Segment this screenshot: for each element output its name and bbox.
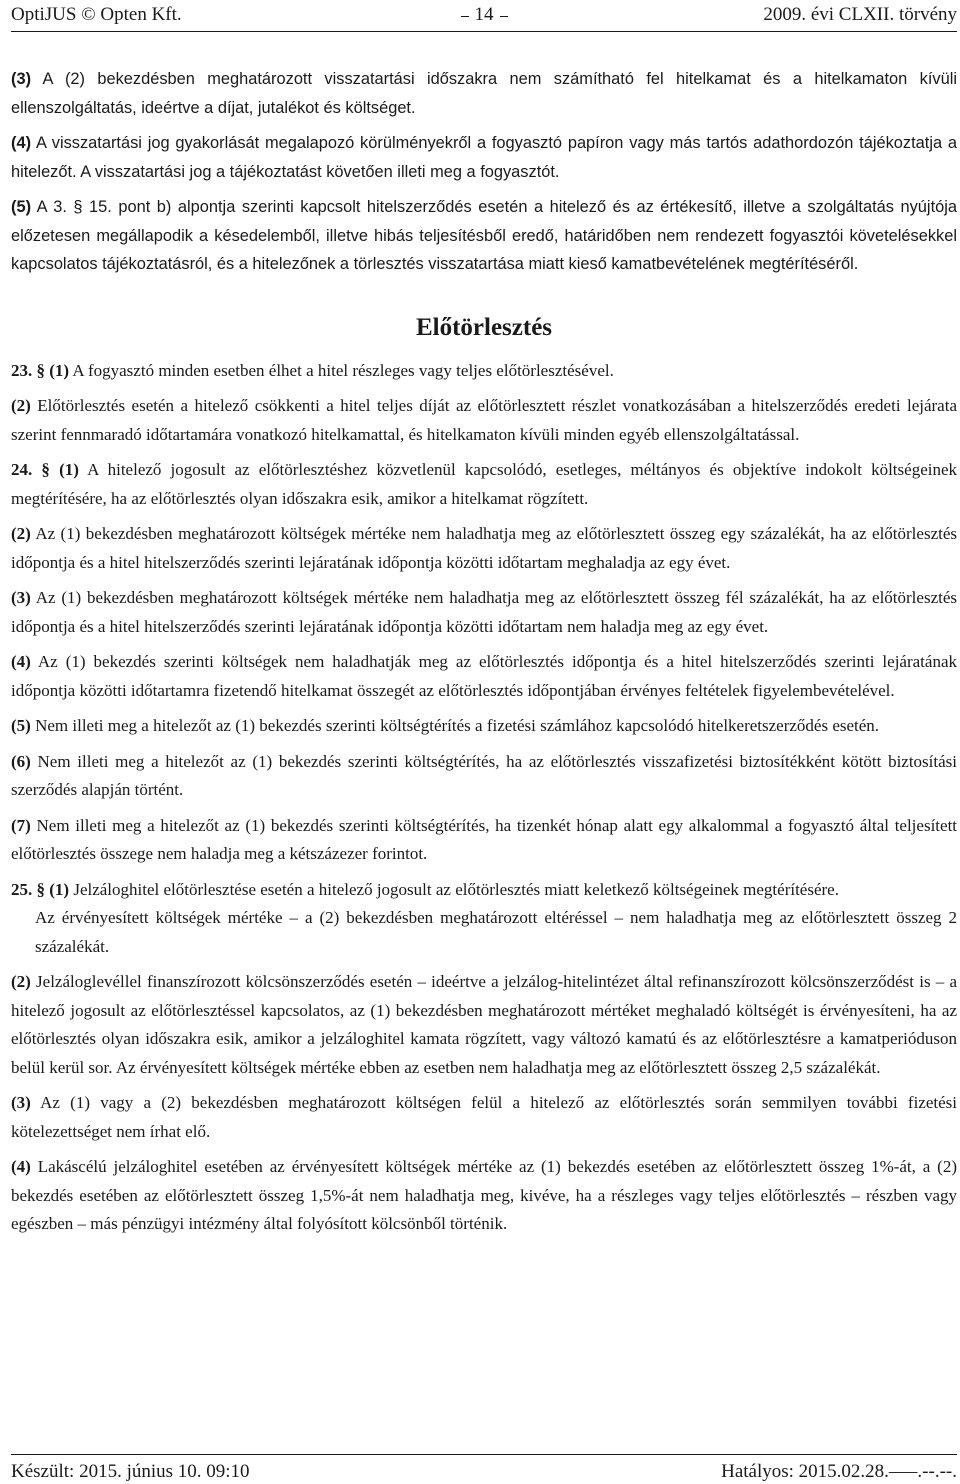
paragraph-number: (2)	[11, 524, 31, 543]
header-page-number: 14	[461, 4, 508, 25]
paragraph-number: (3)	[11, 70, 32, 88]
paragraph	[11, 193, 957, 279]
header-publisher: OptiJUS © Opten Kft.	[11, 4, 182, 25]
paragraph-text: Az (1) bekezdésben meghatározott költségek mértéke nem haladhatja meg az előtörlesztett összeg egy százalékát, ha az előtörlesztés időpontja és a hitel hitelszerződés szerinti lejáratának időpontja közötti időtartam meghaladja az egy évet.	[11, 524, 957, 572]
paragraph-text: A (2) bekezdésben meghatározott visszatartási időszakra nem számítható fel hitelkamat és a hitelkamaton kívüli ellenszolgáltatás, ideértve a díjat, jutalékot és költséget.	[11, 70, 957, 117]
footer-effective: Hatályos: 2015.02.28.–––.--.--.	[721, 1461, 957, 1482]
paragraph-text: Az (1) vagy a (2) bekezdésben meghatározott költségen felül a hitelező az előtörlesztés során semmilyen további fizetési kötelezettséget nem írhat elő.	[11, 1093, 958, 1141]
page-header	[11, 3, 957, 29]
paragraph-text: Jelzáloghitel előtörlesztése esetén a hitelező jogosult az előtörlesztés miatt keletkező költségeinek megtérítésére.	[73, 879, 839, 899]
paragraph-number: (4)	[11, 134, 32, 152]
paragraph-text: Előtörlesztés esetén a hitelező csökkenti a hitel teljes díját az előtörlesztett részlet vonatkozásában a hitelszerződés eredeti lejárata szerint fennmaradó időtartamára vonatkozó hitelkamattal, és hitelkamaton kívüli minden egyéb ellenszolgáltatással.	[11, 396, 957, 444]
paragraph	[11, 648, 957, 705]
footer-rule	[11, 1454, 957, 1455]
paragraph-number: (2)	[11, 396, 31, 415]
paragraph-text: Az (1) bekezdés szerinti költségek nem haladhatják meg az előtörlesztés időpontja és a hitel hitelszerződés szerinti lejáratának időpontja közötti időtartamra fizetendő hitelkamat összegét az előtörlesztés időpontjában érvényes feltételek figyelembevételével.	[11, 652, 957, 700]
paragraph-text: Lakáscélú jelzáloghitel esetében az érvényesített költségek mértéke az (1) bekezdés esetében az előtörlesztett összeg 1%-át, a (2) bekezdés esetében az előtörlesztett összeg 1,5%-át nem haladhatja meg, kivéve, ha a részleges vagy teljes előtörlesztés – részben vagy egészben – más pénzügyi intézmény által folyósított kölcsönből történik.	[11, 1157, 958, 1233]
paragraph-text: Nem illeti meg a hitelezőt az (1) bekezdés szerinti költségtérítés a fizetési számlához kapcsolódó hitelkeretszerződés esetén.	[35, 716, 880, 735]
paragraph-number: (5)	[11, 198, 32, 216]
paragraph-text: A 3. § 15. pont b) alpontja szerinti kapcsolt hitelszerződés esetén a hitelező és az értékesítő, illetve a szolgáltatás nyújtója előzetesen megállapodik a késedelemből, illetve hibás teljesítésből eredő, határidőben nem rendezett fogyasztói követelésekkel kapcsolatos tájékoztatásról, és a hitelezőnek a törlesztés visszatartása miatt kieső kamatbevételének megtérítéséről.	[11, 198, 957, 273]
paragraph	[11, 129, 957, 186]
section-number: 25. §	[11, 879, 45, 899]
paragraph	[11, 520, 957, 577]
paragraph-number: (3)	[11, 1093, 31, 1112]
paragraph-number: (1)	[59, 460, 79, 479]
paragraph	[11, 357, 957, 386]
document-body	[11, 65, 957, 1246]
footer-created: Készült: 2015. június 10. 09:10	[11, 1461, 250, 1482]
paragraph-text: Az (1) bekezdésben meghatározott költségek mértéke nem haladhatja meg az előtörlesztett összeg fél százalékát, ha az előtörlesztés időpontja és a hitel hitelszerződés szerinti lejáratának időpontja közötti időtartam nem haladja meg az egy évet.	[11, 588, 957, 636]
paragraph-number: (4)	[11, 1157, 31, 1176]
paragraph	[11, 876, 957, 905]
paragraph-number: (7)	[11, 815, 31, 835]
paragraph-text: A fogyasztó minden esetben élhet a hitel részleges vagy teljes előtörlesztésével.	[72, 360, 614, 380]
paragraph-continuation: Az érvényesített költségek mértéke – a (2) bekezdésben meghatározott eltéréssel – nem haladhatja meg az előtörlesztett összeg 2 százalékát.	[35, 908, 957, 956]
paragraph	[11, 65, 957, 122]
section-number: 23. §	[11, 360, 45, 380]
paragraph	[11, 812, 957, 869]
paragraph	[11, 1153, 957, 1239]
paragraph	[11, 968, 957, 1082]
header-law-title: 2009. évi CLXII. törvény	[763, 4, 957, 25]
paragraph	[11, 584, 957, 641]
paragraph-number: (1)	[49, 360, 70, 380]
paragraph	[11, 748, 957, 805]
section-number: 24. §	[11, 460, 50, 479]
paragraph-number: (4)	[11, 652, 31, 671]
paragraph-text: Nem illeti meg a hitelezőt az (1) bekezdés szerinti költségtérítés, ha az előtörlesztés visszafizetési biztosítékként kötött biztosítási szerződés alapján történt.	[11, 751, 958, 799]
paragraph	[11, 1089, 957, 1146]
paragraph-text: A visszatartási jog gyakorlását megalapozó körülményekről a fogyasztó papíron vagy más tartós adathordozón tájékoztatja a hitelezőt. A visszatartási jog a tájékoztatást követően illeti meg a fogyasztót.	[11, 134, 957, 181]
paragraph-number: (3)	[11, 588, 31, 607]
paragraph-text: Jelzáloglevéllel finanszírozott kölcsönszerződés esetén – ideértve a jelzálog-hitelintézet által refinanszírozott kölcsönszerződést is – a hitelező jogosult az előtörlesztéssel kapcsolatos, az (1) bekezdésben meghatározott mértéket meghaladó költségét is érvényesíteni, ha az előtörlesztés olyan időszakra esik, amikor a jelzáloghitel kamata rögzített, vagy változó kamatú és az előtörlesztésre a kamatperióduson belül kerül sor. Az érvényesített költségek mértéke ebben az esetben nem haladhatja meg az előtörlesztett összeg 2,5 százalékát.	[11, 972, 958, 1077]
paragraph-number: (5)	[11, 716, 31, 735]
paragraph-text: A hitelező jogosult az előtörlesztéshez közvetlenül kapcsolódó, esetleges, méltányos és objektíve indokolt költségeinek megtérítésére, ha az előtörlesztés olyan időszakra esik, amikor a hitelkamat rögzített.	[11, 460, 958, 508]
document-page	[11, 0, 957, 1484]
paragraph	[11, 456, 957, 513]
section-title: Előtörlesztés	[415, 313, 553, 341]
paragraph-number: (6)	[11, 751, 31, 771]
paragraph-number: (1)	[49, 879, 70, 899]
paragraph	[11, 712, 957, 741]
paragraph-text: Nem illeti meg a hitelezőt az (1) bekezdés szerinti költségtérítés, ha tizenkét hónap alatt egy alkalommal a fogyasztó által teljesített előtörlesztés összege nem haladja meg a kétszázezer forintot.	[11, 815, 958, 863]
paragraph	[11, 392, 957, 449]
paragraph-number: (2)	[11, 972, 31, 991]
header-rule	[11, 31, 957, 32]
